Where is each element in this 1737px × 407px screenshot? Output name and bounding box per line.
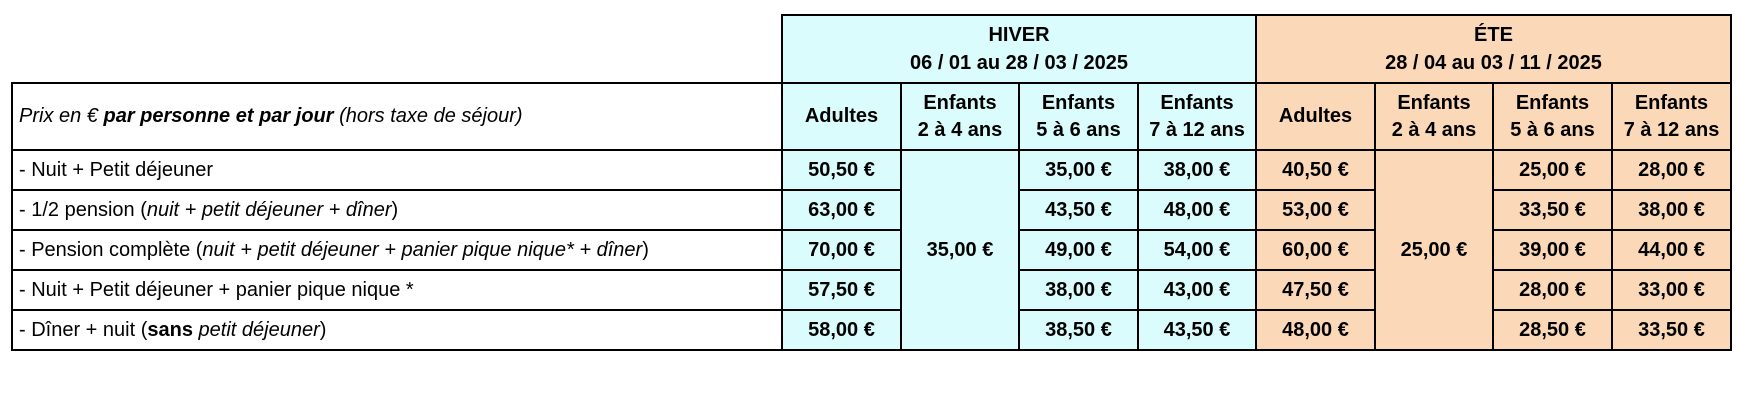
winter-col-children-5-6 — [1019, 83, 1138, 150]
summer-adult-price: 47,50 € — [1256, 270, 1375, 310]
summer-season-header — [1256, 15, 1731, 83]
row-label: - Pension complète (nuit + petit déjeuner + panier pique nique* + dîner) — [12, 230, 782, 270]
col-age: 7 à 12 ans — [1623, 118, 1720, 141]
summer-col-children-2-4 — [1375, 83, 1493, 150]
col-label: Enfants — [1634, 91, 1709, 114]
col-age: 2 à 4 ans — [1391, 118, 1477, 141]
winter-season-header — [782, 15, 1256, 83]
winter-children-7-12-price: 38,00 € — [1138, 150, 1256, 190]
col-label: Enfants — [1515, 91, 1590, 114]
empty-corner — [12, 15, 782, 83]
summer-adult-price: 40,50 € — [1256, 150, 1375, 190]
row-label: - Nuit + Petit déjeuner + panier pique nique * — [12, 270, 782, 310]
winter-children-7-12-price: 54,00 € — [1138, 230, 1256, 270]
column-header-row — [12, 83, 1731, 150]
header-bold: par personne et par jour — [103, 105, 334, 127]
col-label: Enfants — [1160, 91, 1234, 114]
row-label: - Nuit + Petit déjeuner — [12, 150, 782, 190]
winter-adult-price: 50,50 € — [782, 150, 901, 190]
winter-children-5-6-price: 35,00 € — [1019, 150, 1138, 190]
summer-children-5-6-price: 28,00 € — [1493, 270, 1612, 310]
summer-children-7-12-price: 28,00 € — [1612, 150, 1731, 190]
winter-children-7-12-price: 43,00 € — [1138, 270, 1256, 310]
summer-children-5-6-price: 25,00 € — [1493, 150, 1612, 190]
winter-adult-price: 58,00 € — [782, 310, 901, 350]
summer-season-dates: 28 / 04 au 03 / 11 / 2025 — [1385, 52, 1602, 74]
winter-children-5-6-price: 49,00 € — [1019, 230, 1138, 270]
summer-col-children-5-6 — [1493, 83, 1612, 150]
summer-children-5-6-price: 28,50 € — [1493, 310, 1612, 350]
winter-col-adults — [782, 83, 901, 150]
row-label: - 1/2 pension (nuit + petit déjeuner + dîner) — [12, 190, 782, 230]
summer-adult-price: 48,00 € — [1256, 310, 1375, 350]
winter-season-name: HIVER — [988, 24, 1050, 46]
header-prefix: Prix en € — [19, 105, 104, 127]
season-header-row — [12, 15, 1731, 83]
col-label: Adultes — [1278, 105, 1353, 127]
summer-children-7-12-price: 44,00 € — [1612, 230, 1731, 270]
summer-children-7-12-price: 33,50 € — [1612, 310, 1731, 350]
winter-children-5-6-price: 43,50 € — [1019, 190, 1138, 230]
col-age: 5 à 6 ans — [1036, 118, 1121, 141]
col-age: 2 à 4 ans — [917, 118, 1003, 141]
price-table — [11, 14, 1732, 351]
summer-children-7-12-price: 38,00 € — [1612, 190, 1731, 230]
col-label: Enfants — [923, 91, 997, 114]
winter-children-7-12-price: 48,00 € — [1138, 190, 1256, 230]
winter-children-5-6-price: 38,50 € — [1019, 310, 1138, 350]
header-suffix: (hors taxe de séjour) — [333, 105, 523, 127]
winter-children-5-6-price: 38,00 € — [1019, 270, 1138, 310]
winter-season-dates: 06 / 01 au 28 / 03 / 2025 — [910, 52, 1128, 74]
table-row — [12, 150, 1731, 190]
summer-children-2-4-price: 25,00 € — [1375, 150, 1493, 350]
summer-children-7-12-price: 33,00 € — [1612, 270, 1731, 310]
summer-children-5-6-price: 33,50 € — [1493, 190, 1612, 230]
col-label: Enfants — [1041, 91, 1116, 114]
summer-children-5-6-price: 39,00 € — [1493, 230, 1612, 270]
summer-col-adults — [1256, 83, 1375, 150]
price-description-header — [12, 83, 782, 150]
winter-adult-price: 57,50 € — [782, 270, 901, 310]
winter-children-7-12-price: 43,50 € — [1138, 310, 1256, 350]
row-label: - Dîner + nuit (sans petit déjeuner) — [12, 310, 782, 350]
col-age: 7 à 12 ans — [1149, 118, 1245, 141]
winter-col-children-2-4 — [901, 83, 1019, 150]
summer-col-children-7-12 — [1612, 83, 1731, 150]
col-age: 5 à 6 ans — [1510, 118, 1595, 141]
summer-season-name: ÉTE — [1474, 24, 1513, 46]
winter-children-2-4-price: 35,00 € — [901, 150, 1019, 350]
summer-adult-price: 60,00 € — [1256, 230, 1375, 270]
col-label: Adultes — [804, 105, 879, 127]
winter-adult-price: 63,00 € — [782, 190, 901, 230]
summer-adult-price: 53,00 € — [1256, 190, 1375, 230]
winter-adult-price: 70,00 € — [782, 230, 901, 270]
winter-col-children-7-12 — [1138, 83, 1256, 150]
col-label: Enfants — [1397, 91, 1471, 114]
